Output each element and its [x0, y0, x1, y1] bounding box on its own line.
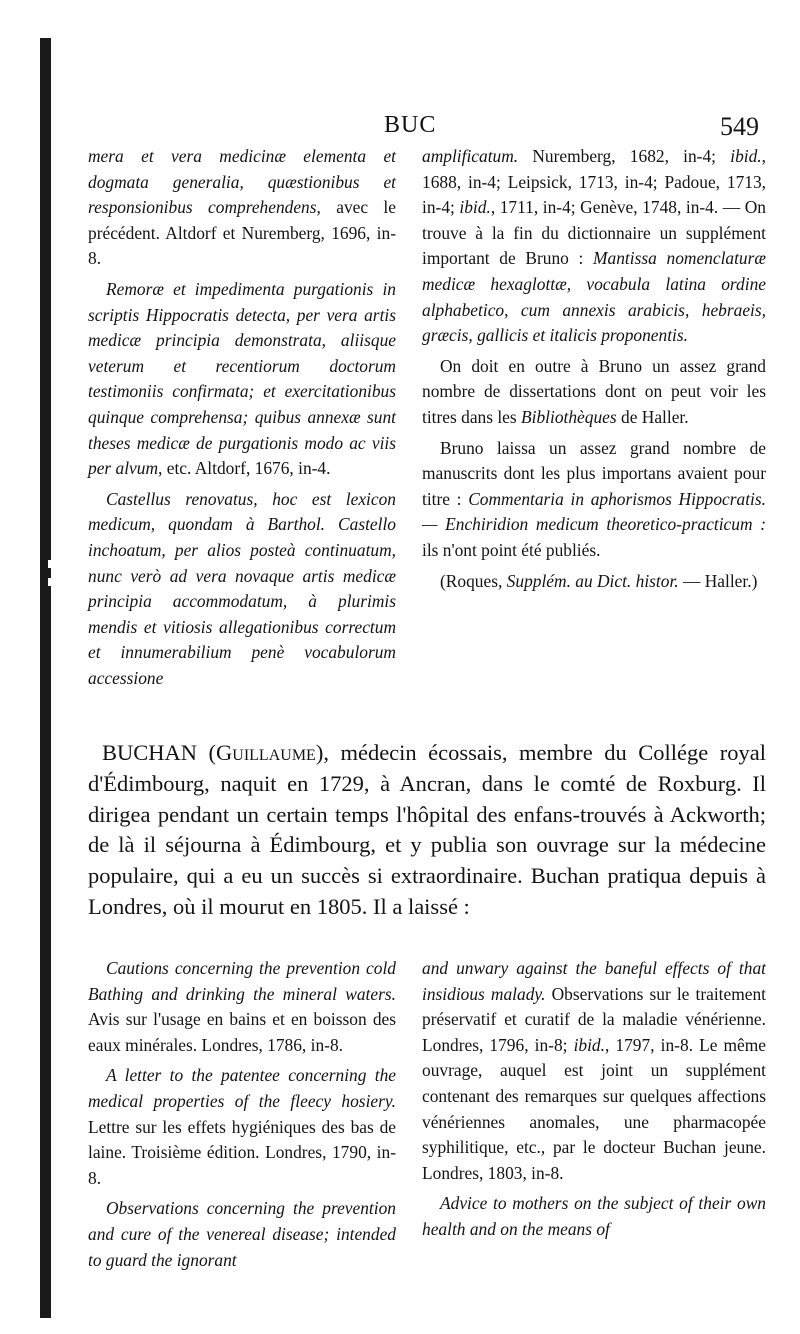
paragraph-text: (Roques, — [440, 570, 507, 591]
paragraph-text: de Haller. — [616, 406, 689, 427]
running-head — [0, 112, 800, 144]
entry-given-name: Guillaume — [216, 740, 316, 765]
paragraph — [422, 436, 766, 564]
paragraph-text: etc. Altdorf, 1676, in-4. — [162, 458, 331, 479]
biography-entry — [88, 738, 766, 923]
latin-title: mera et vera medicinæ elementa et dogmata generalia, quæstionibus et responsionibus comprehendens, — [88, 146, 396, 218]
paragraph — [422, 1191, 766, 1242]
paragraph-text: — Haller.) — [678, 570, 758, 591]
column-left-bottom — [88, 956, 396, 1278]
paragraph-text: Observations sur le traitement préservatif et curatif de la maladie vénérienne. Londres, 1796, in-8; — [422, 983, 766, 1055]
paragraph-text: Nuremberg, 1682, in-4; — [518, 146, 731, 166]
paragraph-text: , 1711, in-4; Genève, 1748, in-4. — On trouve à la fin du dictionnaire un supplément important de Bruno : — [422, 197, 766, 269]
paragraph — [88, 956, 396, 1058]
column-right-top — [422, 144, 766, 599]
scan-edge-nick — [48, 578, 58, 586]
entry-name: BUCHAN — [102, 740, 198, 765]
paragraph — [422, 354, 766, 431]
entry-punct: ( — [197, 740, 217, 765]
ibid-ref: ibid. — [459, 197, 491, 218]
paragraph — [422, 956, 766, 1186]
source-citation — [422, 569, 766, 595]
english-title: A letter to the patentee concerning the medical properties of the fleecy hosiery. — [88, 1065, 396, 1111]
latin-title: Castellus renovatus, hoc est lexicon medicum, quondam à Barthol. Castello inchoatum, per alios posteà continuatum, nunc verò ad vera novaque artis medicæ principia accommodatum, à plurimis mendis et vitiosis allegationibus correctum et innumerabilium penè vocabulorum accessione — [88, 488, 396, 688]
latin-title: Remoræ et impedimenta purgationis in scriptis Hippocratis detecta, per vera artis medicæ principia demonstrata, aliisque veterum et recentiorum doctorum testimoniis confirmata; et exercitationibus quinque comprehensa; quibus annexæ sunt theses medicæ de purgationis modo ac viis per alvum, — [88, 278, 396, 479]
ibid-ref: ibid. — [573, 1034, 605, 1055]
paragraph-text: Bruno laissa un assez grand nombre de manuscrits dont les plus importans avaient pour titre : — [422, 437, 766, 509]
latin-title: amplificatum. — [422, 146, 519, 166]
page-number: 549 — [720, 112, 759, 141]
paragraph-text: , 1688, in-4; Leipsick, 1713, in-4; Padoue, 1713, in-4; — [422, 146, 766, 218]
paragraph — [88, 1196, 396, 1273]
paragraph-text: avec le précédent. Altdorf et Nuremberg, 1696, in-8. — [88, 197, 396, 269]
english-title: Observations concerning the prevention and cure of the venereal disease; intended to guard the ignorant — [88, 1198, 396, 1270]
column-right-bottom — [422, 956, 766, 1248]
work-title: Bibliothèques — [521, 406, 617, 427]
latin-title: Commentaria in aphorismos Hippocratis. — Enchiridion medicum theoretico-practicum : — [422, 488, 766, 535]
paragraph — [88, 277, 396, 482]
scan-edge-bar — [40, 38, 51, 1318]
paragraph-text: On doit en outre à Bruno un assez grand nombre de dissertations dont on peut voir les titres dans les — [422, 355, 766, 427]
paragraph-text: ils n'ont point été publiés. — [422, 539, 601, 560]
paragraph — [88, 144, 396, 272]
english-title: and unwary against the baneful effects of that insidious malady. — [422, 958, 766, 1004]
latin-title: Mantissa nomenclaturæ medicæ hexaglottæ, vocabula latina ordine alphabetico, cum annexis arabicis, hebraeis, græcis, gallicis et italicis proponentis. — [422, 248, 766, 346]
paragraph-text: Avis sur l'usage en bains et en boisson des eaux minérales. Londres, 1786, in-8. — [88, 1009, 396, 1055]
english-title: Advice to mothers on the subject of their own health and on the means of — [422, 1193, 766, 1239]
paragraph-text: , 1797, in-8. Le même ouvrage, auquel est joint un supplément contenant des remarques sur quelques affections vénériennes anomales, une pharmacopée syphilitique, etc., par le docteur Buchan jeune. Londres, 1803, in-8. — [422, 1034, 767, 1183]
paragraph-text: Lettre sur les effets hygiéniques des bas de laine. Troisième édition. Londres, 1790, in-8. — [88, 1116, 396, 1188]
running-head-word: BUC — [384, 112, 437, 138]
ibid-ref: ibid. — [730, 146, 762, 166]
paragraph — [88, 1063, 396, 1191]
entry-paragraph — [88, 738, 766, 923]
work-title: Supplém. au Dict. histor. — [506, 570, 679, 591]
column-left-top — [88, 144, 396, 696]
scan-edge-nick — [48, 560, 58, 568]
paragraph — [422, 144, 766, 349]
paragraph — [88, 487, 396, 692]
english-title: Cautions concerning the prevention cold Bathing and drinking the mineral waters. — [88, 958, 396, 1004]
entry-text: ), médecin écossais, membre du Collége royal d'Édimbourg, naquit en 1729, à Ancran, dans le comté de Roxburg. Il dirigea pendant un certain temps l'hôpital des enfans-trouvés à Ackworth; de là il séjourna à Édimbourg, et y publia son ouvrage sur la médecine populaire, qui a eu un succès si extraordinaire. Buchan pratiqua depuis à Londres, où il mourut en 1805. Il a laissé : — [88, 740, 766, 919]
